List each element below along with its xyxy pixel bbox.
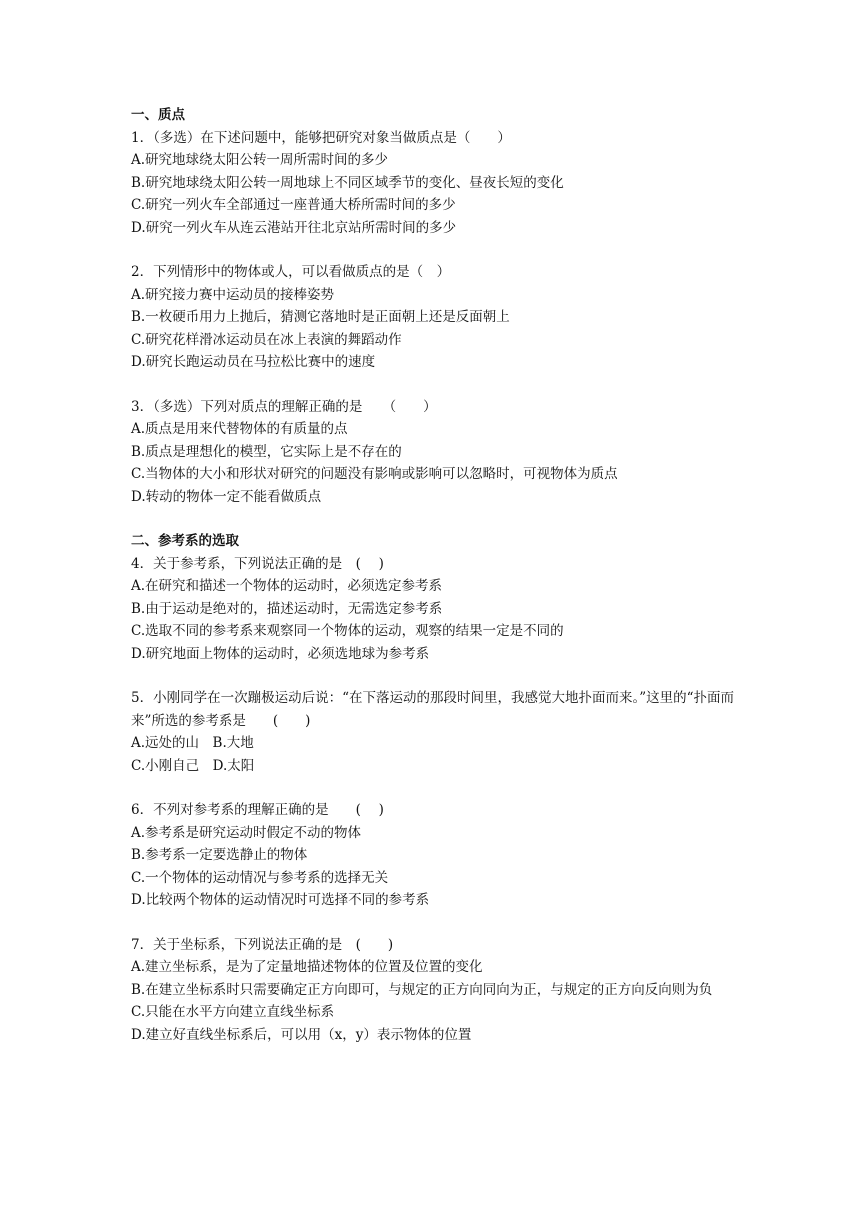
section-title: 二、参考系的选取 [131,533,239,549]
option-b: B.由于运动是绝对的，描述运动时，无需选定参考系 [131,600,443,617]
option-b: B.参考系一定要选静止的物体 [131,847,308,863]
question-stem: 4．关于参考系，下列说法正确的是 ( ) [131,555,384,572]
option-a: A.研究地球绕太阳公转一周所需时间的多少 [131,152,389,168]
option-b: B.质点是理想化的模型，它实际上是不存在的 [131,443,402,460]
question-5 [131,687,860,777]
question-stem: 7．关于坐标系，下列说法正确的是 ( ) [131,936,394,953]
option-a: A.质点是用来代替物体的有质量的点 [131,421,348,437]
option-c: C.研究花样滑冰运动员在冰上表演的舞蹈动作 [131,331,402,348]
option-d: D.转动的物体一定不能看做质点 [131,488,322,505]
option-c: C.只能在水平方向建立直线坐标系 [131,1004,335,1020]
question-1 [131,127,860,240]
option-b: B.研究地球绕太阳公转一周地球上不同区域季节的变化、昼夜长短的变化 [131,174,564,191]
option-a: A.参考系是研究运动时假定不动的物体 [131,824,362,841]
question-6 [131,799,860,912]
option-a: A.研究接力赛中运动员的接棒姿势 [131,286,335,303]
option-cd: C.小刚自己 D.太阳 [131,757,255,774]
option-d: D.研究长跑运动员在马拉松比赛中的速度 [131,354,376,370]
question-stem: 1．（多选）在下述问题中，能够把研究对象当做质点是（ ） [131,129,511,146]
option-d: D.研究地面上物体的运动时，必须选地球为参考系 [131,645,430,662]
option-c: C.一个物体的运动情况与参考系的选择无关 [131,869,389,886]
question-2 [131,261,860,374]
question-stem: 3．（多选）下列对质点的理解正确的是 （ ） [131,398,437,415]
option-ab: A.远处的山 B.大地 [131,735,254,751]
option-d: D.建立好直线坐标系后，可以用（x，y）表示物体的位置 [131,1026,472,1043]
question-4 [131,553,860,666]
question-7 [131,934,860,1047]
option-b: B.一枚硬币用力上抛后，猜测它落地时是正面朝上还是反面朝上 [131,309,510,325]
question-stem: 2．下列情形中的物体或人，可以看做质点的是（ ） [131,264,451,280]
section-title: 一、质点 [131,107,185,123]
question-stem: 5．小刚同学在一次蹦极运动后说：“在下落运动的那段时间里，我感觉大地扑面而来。”这里的“扑面而来”所选的参考系是 ( ) [131,690,735,729]
option-d: D.研究一列火车从连云港站开往北京站所需时间的多少 [131,219,457,236]
option-d: D.比较两个物体的运动情况时可选择不同的参考系 [131,892,430,908]
section-reference-frame [131,530,860,1046]
option-c: C.研究一列火车全部通过一座普通大桥所需时间的多少 [131,197,456,213]
section-particle [131,104,860,508]
option-a: A.在研究和描述一个物体的运动时，必须选定参考系 [131,578,443,594]
option-c: C.选取不同的参考系来观察同一个物体的运动，观察的结果一定是不同的 [131,623,564,639]
question-3 [131,396,860,509]
option-b: B.在建立坐标系时只需要确定正方向即可，与规定的正方向同向为正，与规定的正方向反向则为负 [131,981,713,998]
option-a: A.建立坐标系，是为了定量地描述物体的位置及位置的变化 [131,959,483,975]
question-stem: 6．不列对参考系的理解正确的是 ( ) [131,802,384,818]
option-c: C.当物体的大小和形状对研究的问题没有影响或影响可以忽略时，可视物体为质点 [131,466,618,482]
